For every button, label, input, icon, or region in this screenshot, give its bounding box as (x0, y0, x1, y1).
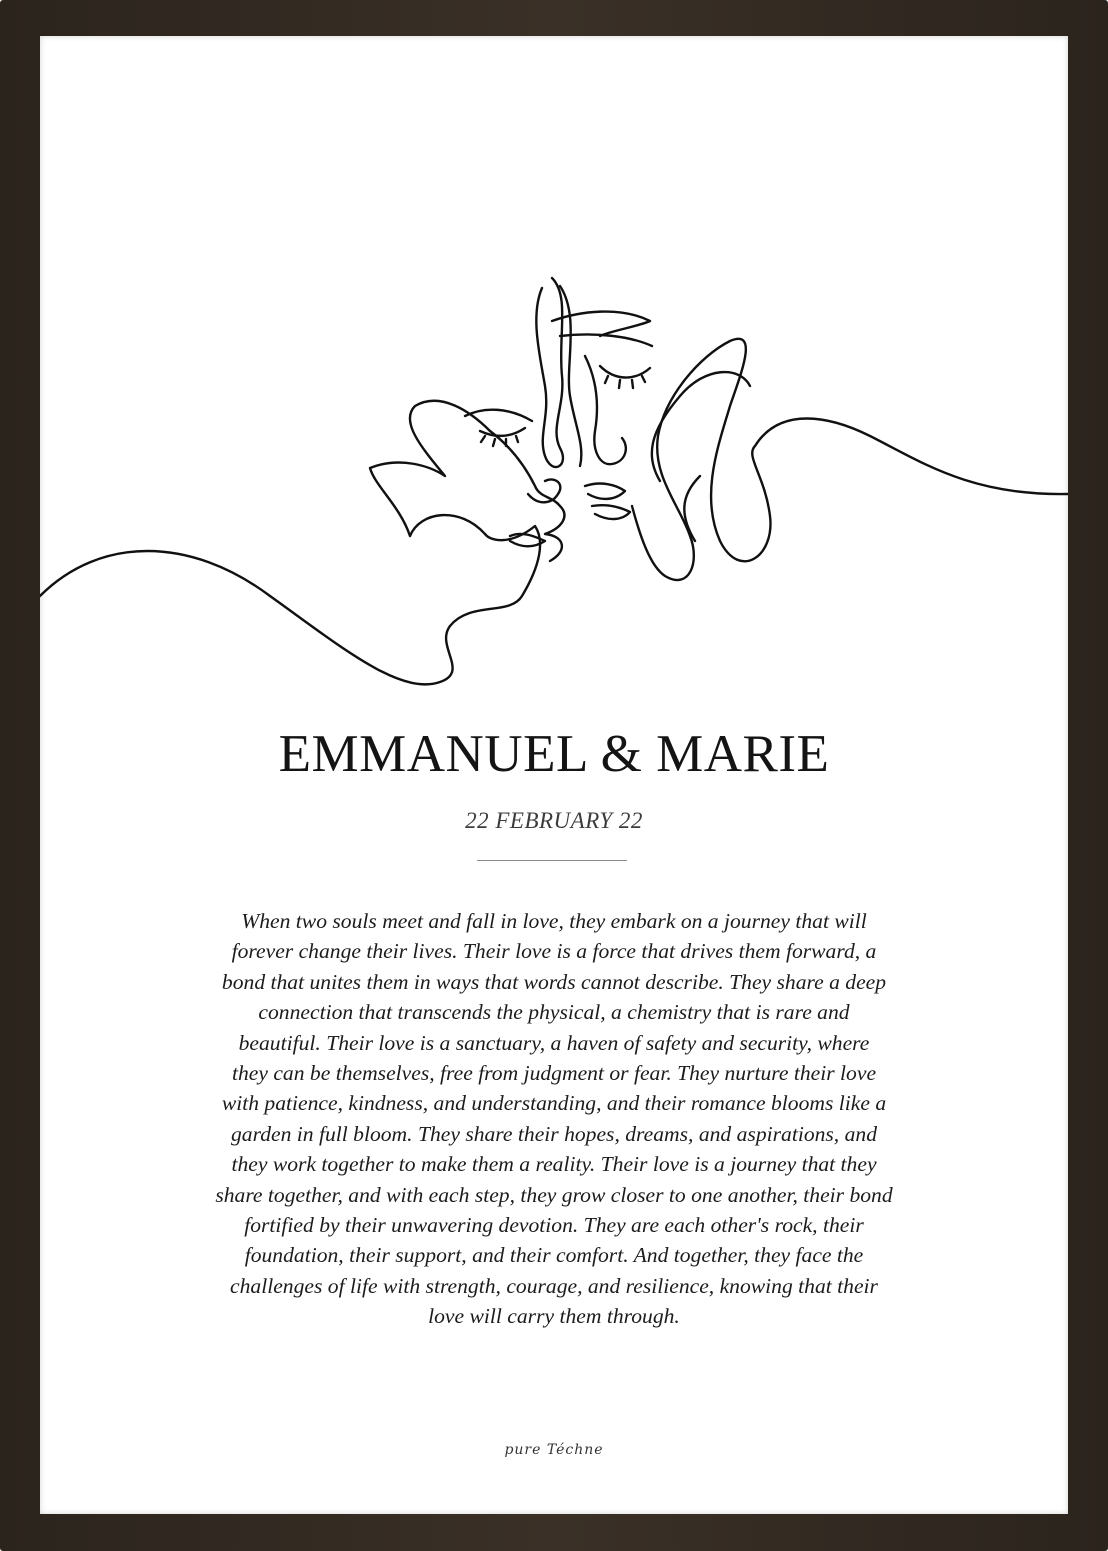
brand-signature: pure Téchne (504, 1442, 604, 1458)
divider (477, 860, 627, 861)
poem-line: they can be themselves, free from judgment or fear. They nurture their love (231, 1061, 877, 1086)
poem-line: they work together to make them a reality. Their love is a journey that they (231, 1152, 877, 1177)
poem-line: connection that transcends the physical, a chemistry that is rare and (258, 1000, 850, 1025)
wedding-date: 22 FEBRUARY 22 (465, 808, 643, 833)
poem-line: share together, and with each step, they grow closer to one another, their bond (215, 1182, 893, 1207)
poem-line: beautiful. Their love is a sanctuary, a haven of safety and security, where (238, 1030, 870, 1055)
poem-line: fortified by their unwavering devotion. They are each other's rock, their (244, 1213, 864, 1238)
poem-line: foundation, their support, and their comfort. And together, they face the (244, 1243, 864, 1268)
couple-names-title: EMMANUEL & MARIE (278, 725, 830, 783)
poem-line: garden in full bloom. They share their hopes, dreams, and aspirations, and (231, 1121, 877, 1146)
poem-line: love will carry them through. (428, 1304, 680, 1329)
poem-line: forever change their lives. Their love is a force that drives them forward, a (231, 939, 877, 964)
poster-paper (40, 36, 1068, 1514)
line-art-kissing-faces-icon (40, 36, 1068, 736)
poem-line: bond that unites them in ways that words cannot describe. They share a deep (221, 969, 887, 994)
love-poem (190, 906, 918, 1332)
poem-line: When two souls meet and fall in love, they embark on a journey that will (241, 909, 867, 933)
poem-line: with patience, kindness, and understanding, and their romance blooms like a (221, 1091, 887, 1116)
poem-line: challenges of life with strength, courage, and resilience, knowing that their (230, 1273, 878, 1298)
